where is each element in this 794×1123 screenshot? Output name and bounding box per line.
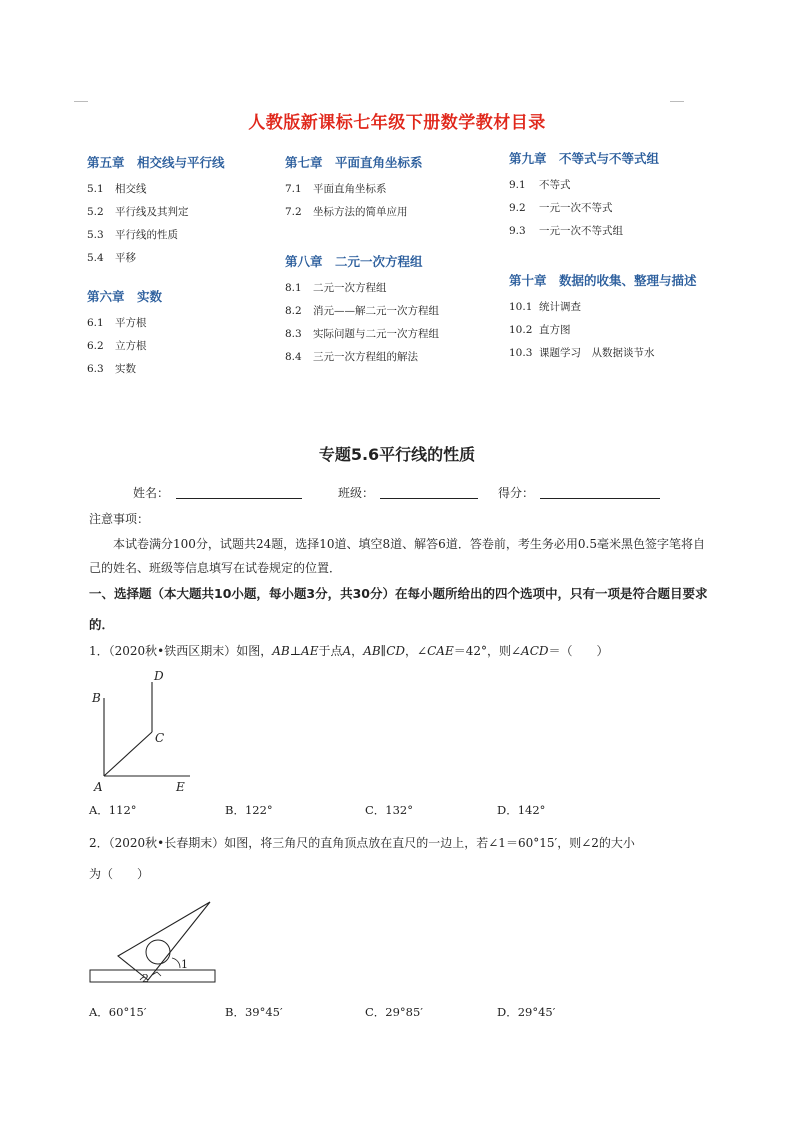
question-2-stem-line1: 2．（2020秋•长春期末）如图，将三角尺的直角顶点放在直尺的一边上，若∠1＝60°15′，则∠2的大小 — [89, 836, 635, 850]
question-2-stem-line2: 为（ ） — [89, 867, 150, 881]
option-d[interactable]: D．142° — [497, 803, 546, 817]
name-label: 姓名： — [133, 486, 170, 500]
toc-item: 8.4 三元一次方程组的解法 — [285, 351, 418, 363]
chapter-heading: 第八章 二元一次方程组 — [285, 254, 423, 269]
label-e: E — [176, 780, 185, 794]
toc-column-3 — [509, 148, 749, 365]
option-d[interactable]: D．29°45′ — [497, 1005, 556, 1019]
toc-item: 10.3 课题学习 从数据谈节水 — [509, 347, 655, 359]
notice-text: 本试卷满分100分，试题共24题，选择10道、填空8道、解答6道．答卷前，考生务必用0.5毫米黑色签字笔将自己的姓名、班级等信息填写在试卷规定的位置． — [89, 537, 705, 575]
section-heading-choice: 一、选择题（本大题共10小题，每小题3分，共30分）在每小题所给出的四个选项中，只有一项是符合题目要求的． — [89, 586, 708, 632]
label-a: A — [94, 780, 103, 794]
option-a[interactable]: A．112° — [89, 803, 137, 817]
toc-item: 7.2 坐标方法的简单应用 — [285, 206, 408, 218]
toc-column-2 — [285, 152, 515, 369]
angle-2-label: 2 — [142, 972, 149, 985]
option-b[interactable]: B．39°45′ — [225, 1005, 283, 1019]
notice-label: 注意事项： — [89, 512, 150, 526]
toc-item: 10.1 统计调查 — [509, 301, 581, 313]
toc-item: 7.1 平面直角坐标系 — [285, 183, 387, 195]
chapter-heading: 第七章 平面直角坐标系 — [285, 155, 423, 170]
toc-column-1 — [87, 152, 317, 381]
toc-item: 9.3 一元一次不等式组 — [509, 225, 623, 237]
option-c[interactable]: C．29°85′ — [365, 1005, 423, 1019]
toc-item: 8.2 消元——解二元一次方程组 — [285, 305, 439, 317]
toc-item: 9.2 一元一次不等式 — [509, 202, 613, 214]
chapter-heading: 第十章 数据的收集、整理与描述 — [509, 273, 697, 288]
toc-item: 5.3 平行线的性质 — [87, 229, 178, 241]
toc-item: 5.4 平移 — [87, 252, 136, 264]
score-field[interactable] — [540, 498, 660, 499]
exam-title: 专题5.6平行线的性质 — [318, 445, 476, 464]
chapter-heading: 第五章 相交线与平行线 — [87, 155, 225, 170]
option-c[interactable]: C．132° — [365, 803, 413, 817]
toc-item: 6.3 实数 — [87, 363, 136, 375]
corner-mark-right — [670, 101, 684, 102]
angle-1-label: 1 — [181, 958, 188, 971]
label-c: C — [155, 731, 165, 745]
toc-title: 人教版新课标七年级下册数学教材目录 — [248, 113, 546, 133]
option-b[interactable]: B．122° — [225, 803, 273, 817]
toc-item: 6.2 立方根 — [87, 340, 147, 352]
chapter-heading: 第六章 实数 — [87, 289, 163, 304]
toc-item: 8.3 实际问题与二元一次方程组 — [285, 328, 439, 340]
corner-mark-left — [74, 101, 88, 102]
toc-item: 9.1 不等式 — [509, 179, 571, 191]
class-label: 班级： — [338, 486, 375, 500]
toc-item: 5.2 平行线及其判定 — [87, 206, 189, 218]
question-1-stem: 1．（2020秋•铁西区期末）如图，AB⊥AE于点A，AB∥CD，∠CAE＝42°，则∠ACD＝（ ） — [89, 644, 609, 658]
chapter-heading: 第九章 不等式与不等式组 — [509, 151, 660, 166]
toc-item: 6.1 平方根 — [87, 317, 147, 329]
name-field[interactable] — [176, 498, 302, 499]
score-label: 得分： — [498, 486, 535, 500]
label-b: B — [92, 691, 101, 705]
label-d: D — [154, 669, 164, 683]
toc-item: 5.1 相交线 — [87, 183, 147, 195]
class-field[interactable] — [380, 498, 478, 499]
question-2-figure — [88, 896, 218, 988]
toc-item: 10.2 直方图 — [509, 324, 571, 336]
question-1-figure — [88, 668, 198, 796]
toc-item: 8.1 二元一次方程组 — [285, 282, 387, 294]
option-a[interactable]: A．60°15′ — [89, 1005, 147, 1019]
